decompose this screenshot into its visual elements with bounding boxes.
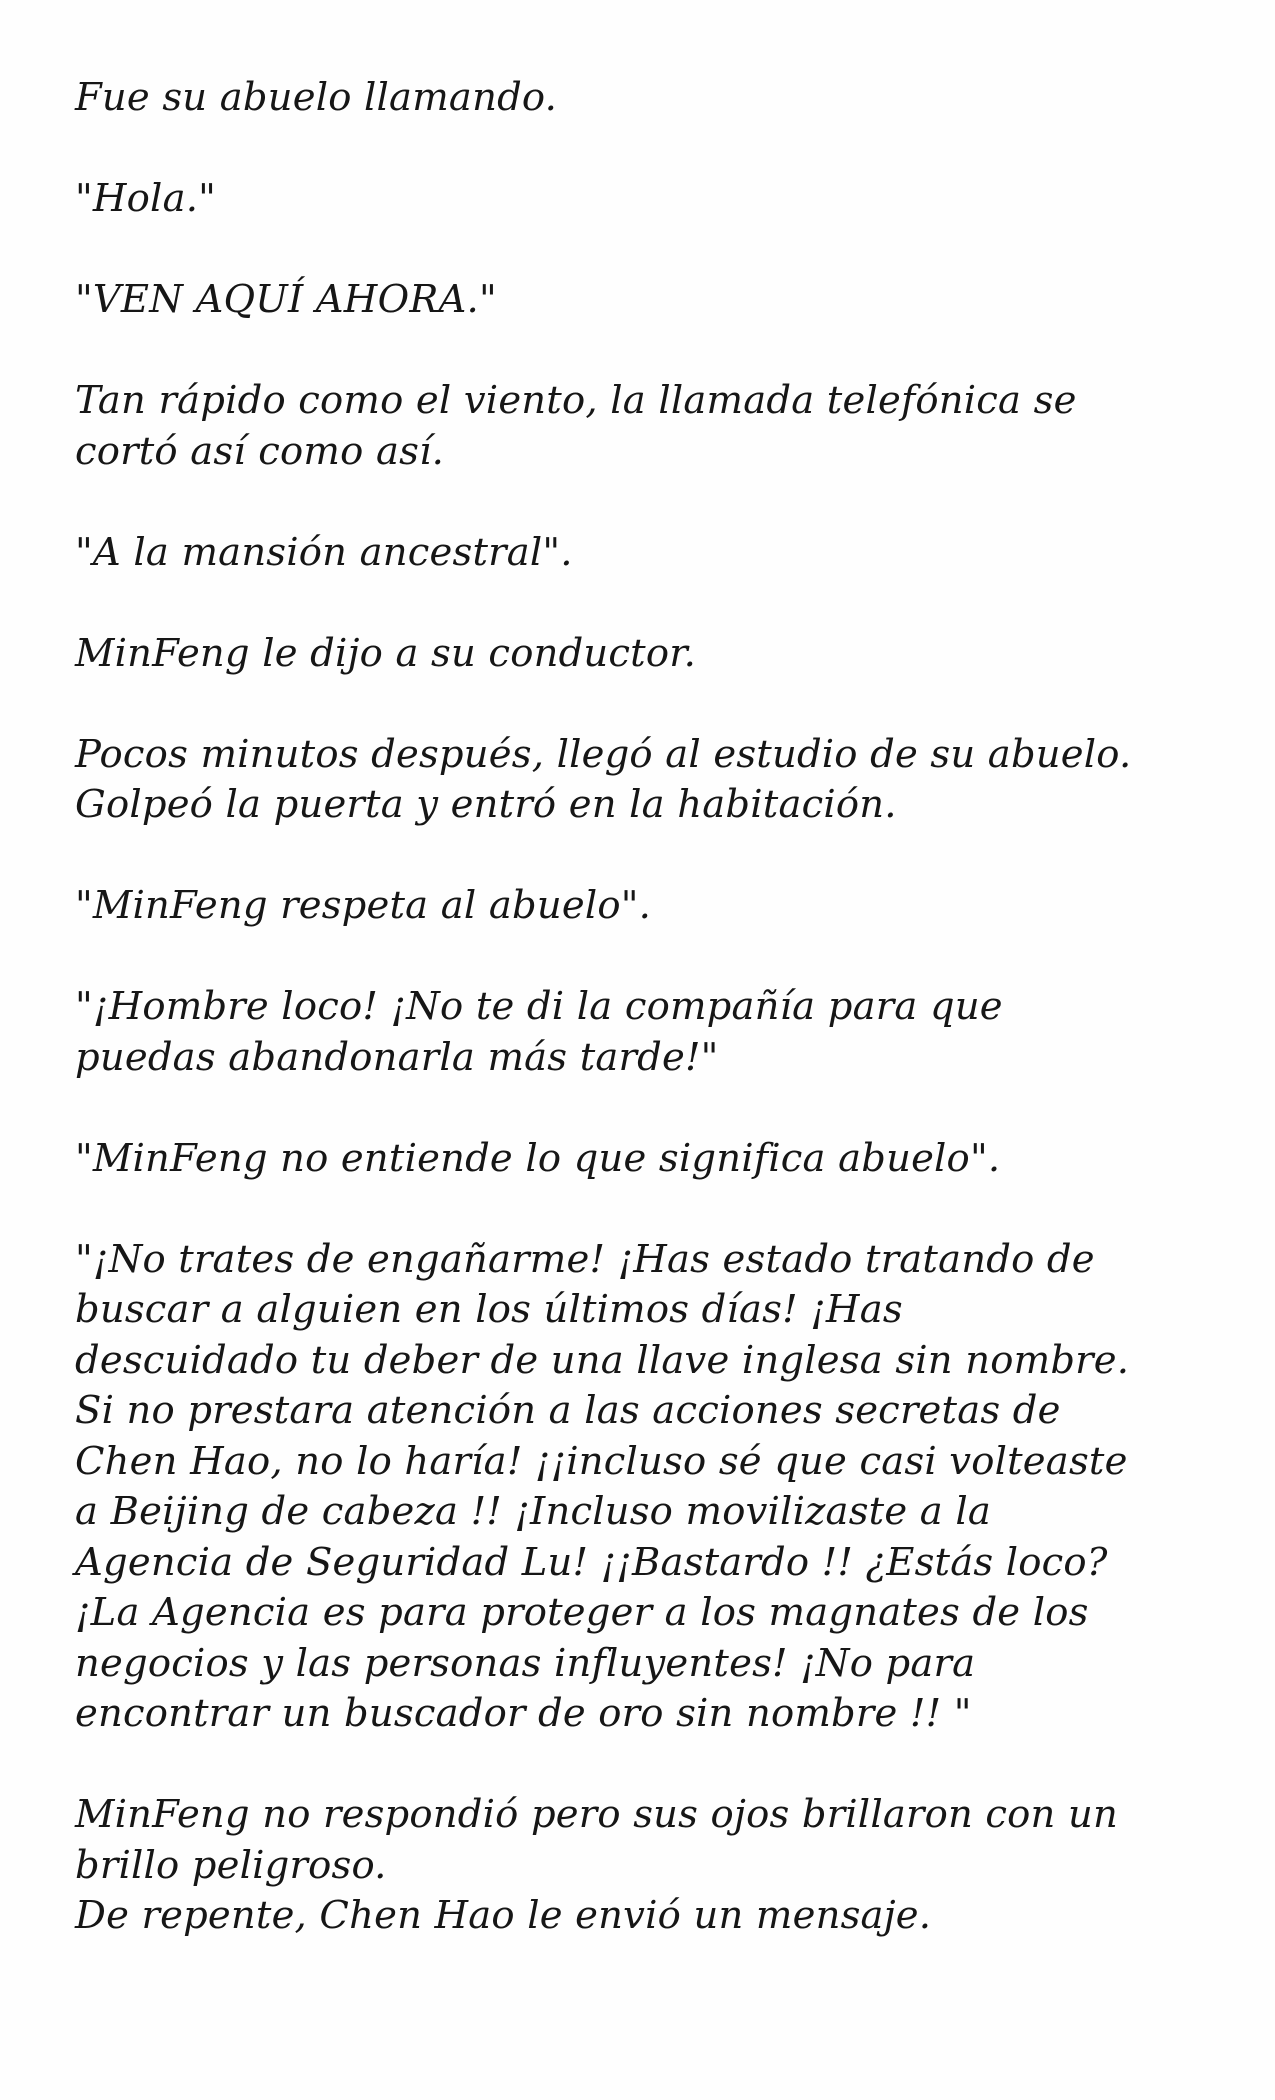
paragraph-study-arrival: Pocos minutos después, llegó al estudio de su abuelo. Golpeó la puerta y entró en la habitación. bbox=[75, 731, 1132, 827]
paragraph-call-cut: Tan rápido como el viento, la llamada telefónica se cortó así como así. bbox=[75, 378, 1077, 474]
paragraph-hola: "Hola." bbox=[75, 176, 217, 221]
paragraph-rant: "¡No trates de engañarme! ¡Has estado tratando de buscar a alguien en los últimos días! ¡Has descuidado tu deber de una llave inglesa sin nombre. Si no prestara atención a las acciones secretas de Chen Hao, no lo haría! ¡¡incluso sé que casi volteaste a Beijing de cabeza !! ¡Incluso movilizaste a la Agencia de Seguridad Lu! ¡¡Bastardo !! ¿Estás loco? ¡La Agencia es para proteger a los magnates de los negocios y las personas influyentes! ¡No para encontrar un buscador de oro sin nombre !! " bbox=[75, 1236, 1130, 1736]
paragraph-message: De repente, Chen Hao le envió un mensaje. bbox=[75, 1893, 932, 1938]
paragraph-driver: MinFeng le dijo a su conductor. bbox=[75, 630, 697, 676]
paragraph-no-response: MinFeng no respondió pero sus ojos brillaron con un brillo peligroso. bbox=[75, 1792, 1118, 1888]
paragraph-respect: "MinFeng respeta al abuelo". bbox=[75, 883, 652, 928]
paragraph-ven-aqui: "VEN AQUÍ AHORA." bbox=[75, 277, 497, 322]
paragraph-not-understand: "MinFeng no entiende lo que significa abuelo". bbox=[75, 1135, 1001, 1181]
paragraph-grandfather-calling: Fue su abuelo llamando. bbox=[75, 75, 558, 120]
paragraph-crazy-man: "¡Hombre loco! ¡No te di la compañía para que puedas abandonarla más tarde!" bbox=[75, 984, 1003, 1080]
story-text bbox=[75, 73, 1215, 1942]
paragraph-mansion: "A la mansión ancestral". bbox=[75, 529, 573, 575]
